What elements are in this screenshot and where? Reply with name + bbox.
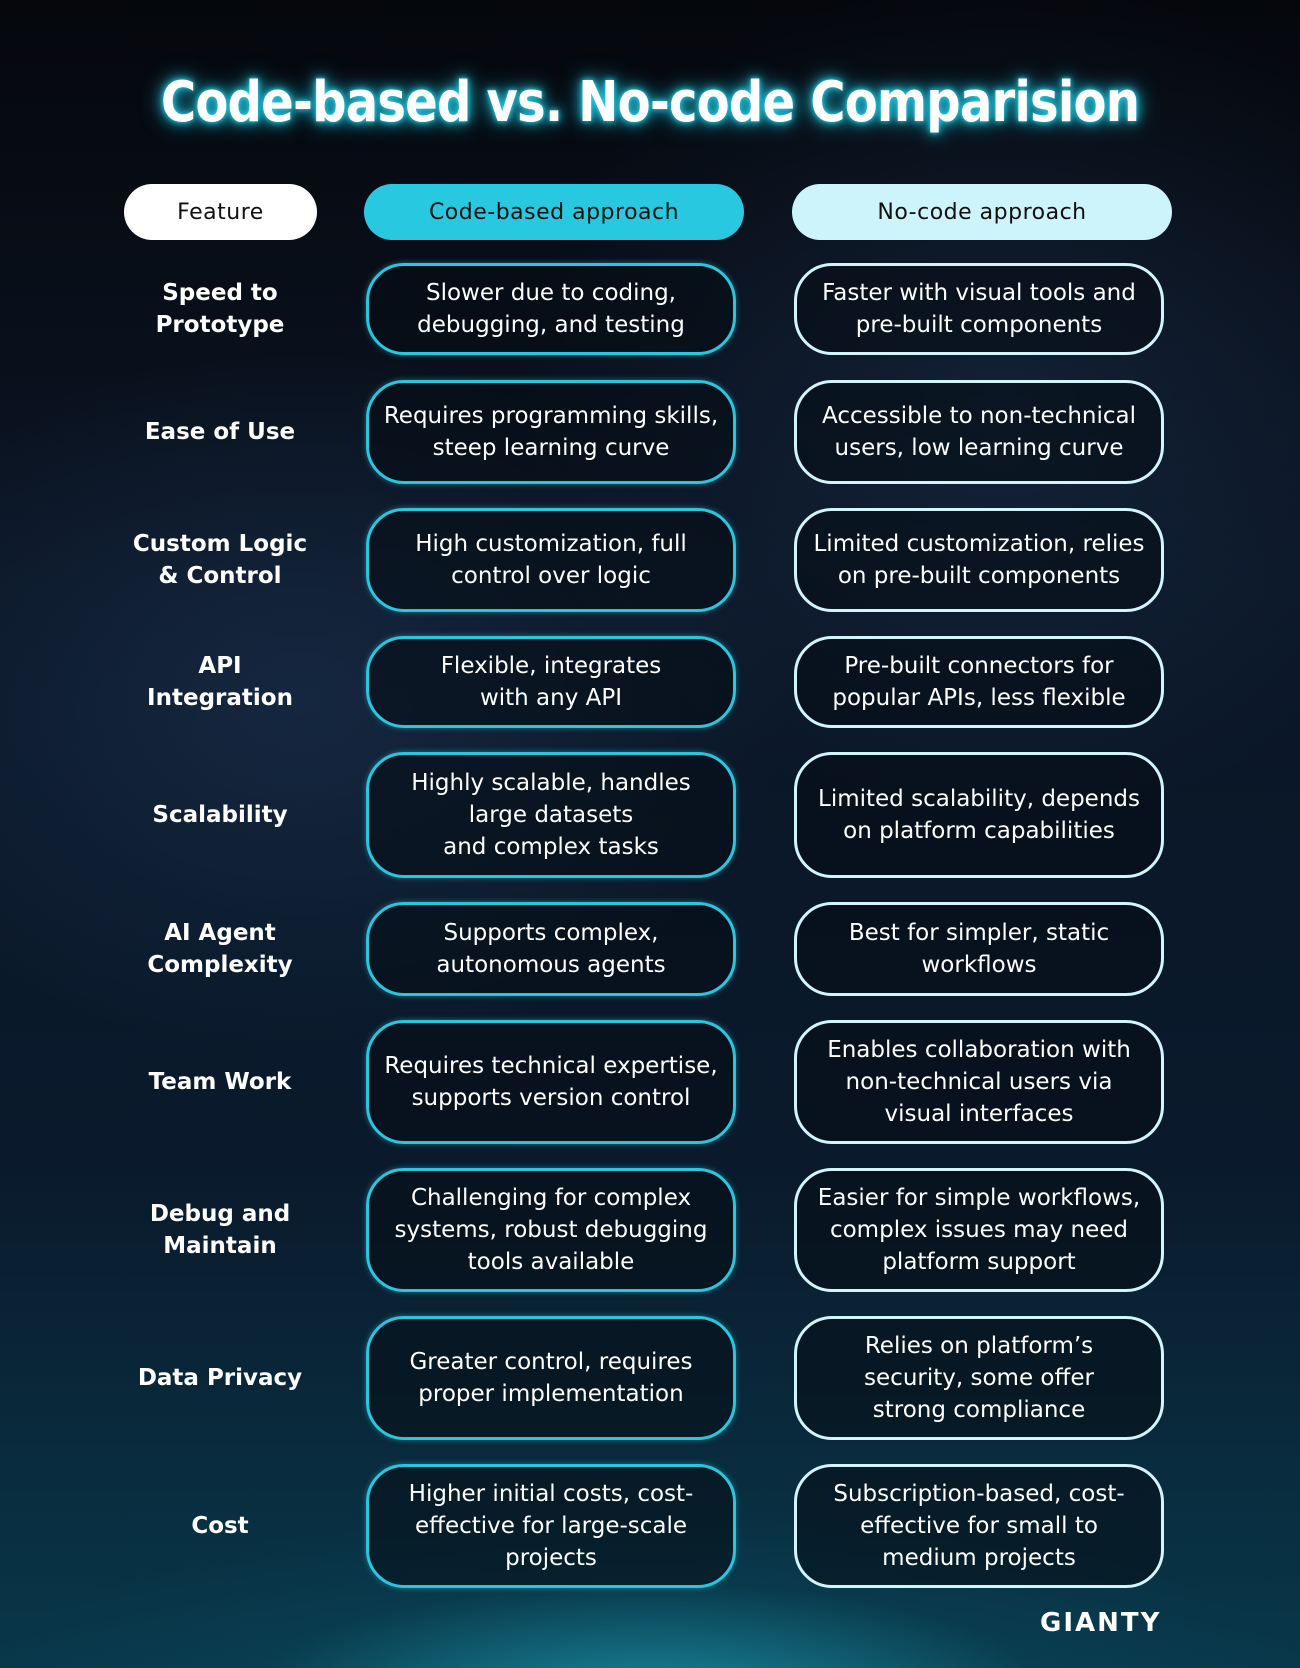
table-row — [0, 902, 1300, 996]
code-based-cell: High customization, full control over logic — [366, 508, 736, 612]
code-based-cell: Requires technical expertise, supports version control — [366, 1020, 736, 1144]
no-code-cell: Accessible to non-technical users, low learning curve — [794, 380, 1164, 484]
page-title: Code-based vs. No-code Comparision — [160, 70, 1140, 135]
no-code-cell: Limited scalability, depends on platform capabilities — [794, 752, 1164, 878]
no-code-cell: Best for simpler, static workflows — [794, 902, 1164, 996]
table-row — [0, 1168, 1300, 1292]
row-feature-label: Data Privacy — [137, 1365, 303, 1391]
row-feature-label: API Integration — [147, 653, 293, 711]
row-feature-label: Team Work — [148, 1069, 292, 1095]
table-row — [0, 508, 1300, 612]
table-row — [0, 1464, 1300, 1588]
code-based-cell: Requires programming skills, steep learning curve — [366, 380, 736, 484]
code-based-column-header: Code-based approach — [364, 184, 744, 240]
table-row — [0, 636, 1300, 728]
no-code-cell: Subscription-based, cost- effective for small to medium projects — [794, 1464, 1164, 1588]
code-based-cell: Challenging for complex systems, robust debugging tools available — [366, 1168, 736, 1292]
row-feature-label: Custom Logic & Control — [132, 531, 308, 589]
no-code-cell: Pre-built connectors for popular APIs, less flexible — [794, 636, 1164, 728]
no-code-column-header: No-code approach — [792, 184, 1172, 240]
table-row — [0, 1316, 1300, 1440]
no-code-cell: Easier for simple workflows, complex issues may need platform support — [794, 1168, 1164, 1292]
no-code-cell: Enables collaboration with non-technical users via visual interfaces — [794, 1020, 1164, 1144]
row-feature-label: Cost — [191, 1513, 249, 1539]
table-row — [0, 752, 1300, 878]
no-code-cell: Limited customization, relies on pre-built components — [794, 508, 1164, 612]
brand-logo — [1040, 1608, 1161, 1638]
no-code-cell: Relies on platform’s security, some offer strong compliance — [794, 1316, 1164, 1440]
code-based-cell: Flexible, integrates with any API — [366, 636, 736, 728]
row-feature-label: Ease of Use — [144, 419, 296, 445]
code-based-cell: Higher initial costs, cost- effective for large-scale projects — [366, 1464, 736, 1588]
row-feature-label: Speed to Prototype — [155, 280, 285, 338]
code-based-cell: Slower due to coding, debugging, and testing — [366, 263, 736, 355]
row-feature-label: Scalability — [152, 802, 288, 828]
feature-column-header: Feature — [124, 184, 317, 240]
table-row — [0, 263, 1300, 355]
row-feature-label: Debug and Maintain — [149, 1201, 291, 1259]
table-row — [0, 1020, 1300, 1144]
code-based-cell: Supports complex, autonomous agents — [366, 902, 736, 996]
no-code-cell: Faster with visual tools and pre-built components — [794, 263, 1164, 355]
table-row — [0, 380, 1300, 484]
code-based-cell: Highly scalable, handles large datasets and complex tasks — [366, 752, 736, 878]
row-feature-label: AI Agent Complexity — [147, 920, 293, 978]
logo-text: GIANTY — [1040, 1608, 1162, 1638]
code-based-cell: Greater control, requires proper implementation — [366, 1316, 736, 1440]
